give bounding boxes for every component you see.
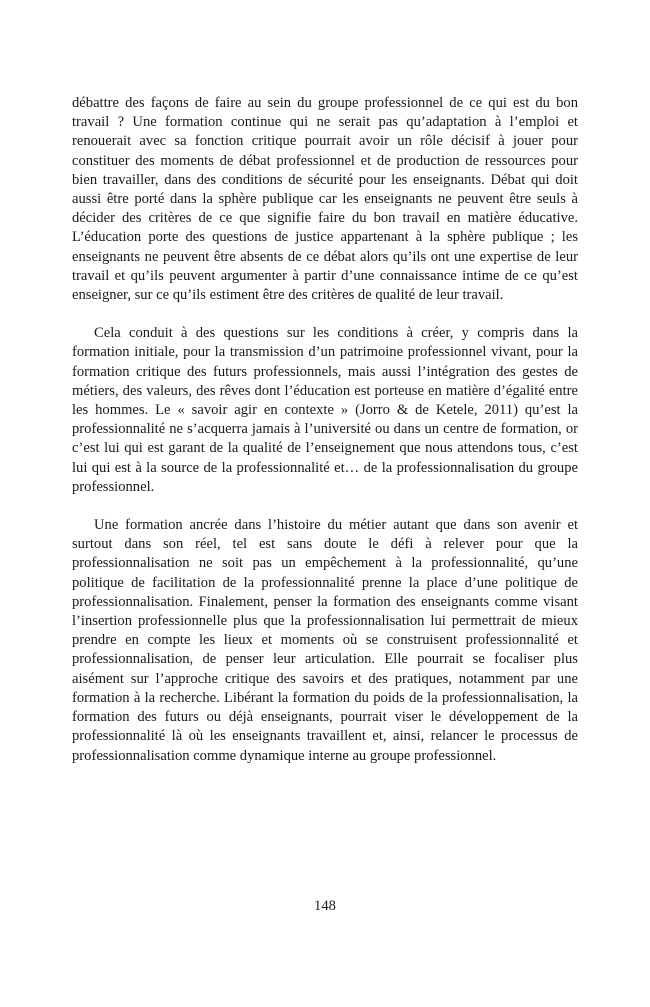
paragraph: Une formation ancrée dans l’histoire du métier autant que dans son avenir et surtout dans son réel, tel est sans doute le défi à relever pour que la professionnalisation ne soit pas un empêchement à la professionnalité, qu’une politique de facilitation de la professionnalité prenne la place d’une politique de professionnalisation. Finalement, penser la formation des enseignants comme visant l’insertion professionnelle plus que la professionnalisation lui permettrait de mieux prendre en compte les lieux et moments où se construisent professionnalité et professionnalisation, de penser leur articulation. Elle pourrait se focaliser plus aisément sur l’approche critique des savoirs et des pratiques, notamment par une formation à la recherche. Libérant la formation du poids de la professionnalisation, la formation des futurs ou déjà enseignants, pourrait viser le développement de la professionnalité là où les enseignants travaillent et, ainsi, relancer le processus de professionnalisation comme dynamique interne au groupe professionnel. (72, 517, 578, 764)
paragraph: Cela conduit à des questions sur les conditions à créer, y compris dans la formation initiale, pour la transmission d’un patrimoine professionnel vivant, pour la formation critique des futurs professionnels, mais aussi l’intégration des gestes de métiers, des valeurs, des rêves dont l’éducation est porteuse en matière d’égalité entre les hommes. Le « savoir agir en contexte » (Jorro & de Ketele, 2011) qu’est la professionnalité ne s’acquerra jamais à l’université ou dans un centre de formation, or c’est lui qui est garant de la qualité de l’enseignement que nous attendons tous, c’est lui qui est à la source de la professionnalité et… de la professionnalisation du groupe professionnel. (72, 325, 578, 495)
body-text (72, 94, 578, 766)
page-number: 148 (314, 898, 336, 914)
paragraph-continued: débattre des façons de faire au sein du groupe professionnel de ce qui est du bon travail ? Une formation continue qui ne serait pas qu’adaptation à l’emploi et renouerait avec sa fonction critique pourrait avoir un rôle décisif à jouer pour constituer des moments de débat professionnel et de production de ressources pour bien travailler, dans des conditions de sécurité pour les enseignants. Débat qui doit aussi être porté dans la sphère publique car les enseignants ne peuvent être seuls à décider des critères de ce que signifie faire du bon travail en matière éducative. L’éducation porte des questions de justice appartenant à la sphère publique ; les enseignants ne peuvent être absents de ce débat alors qu’ils ont une expertise de leur travail et qu’ils peuvent argumenter à partir d’une connaissance intime de ce qu’est enseigner, sur ce qu’ils estiment être des critères de qualité de leur travail. (72, 95, 578, 304)
